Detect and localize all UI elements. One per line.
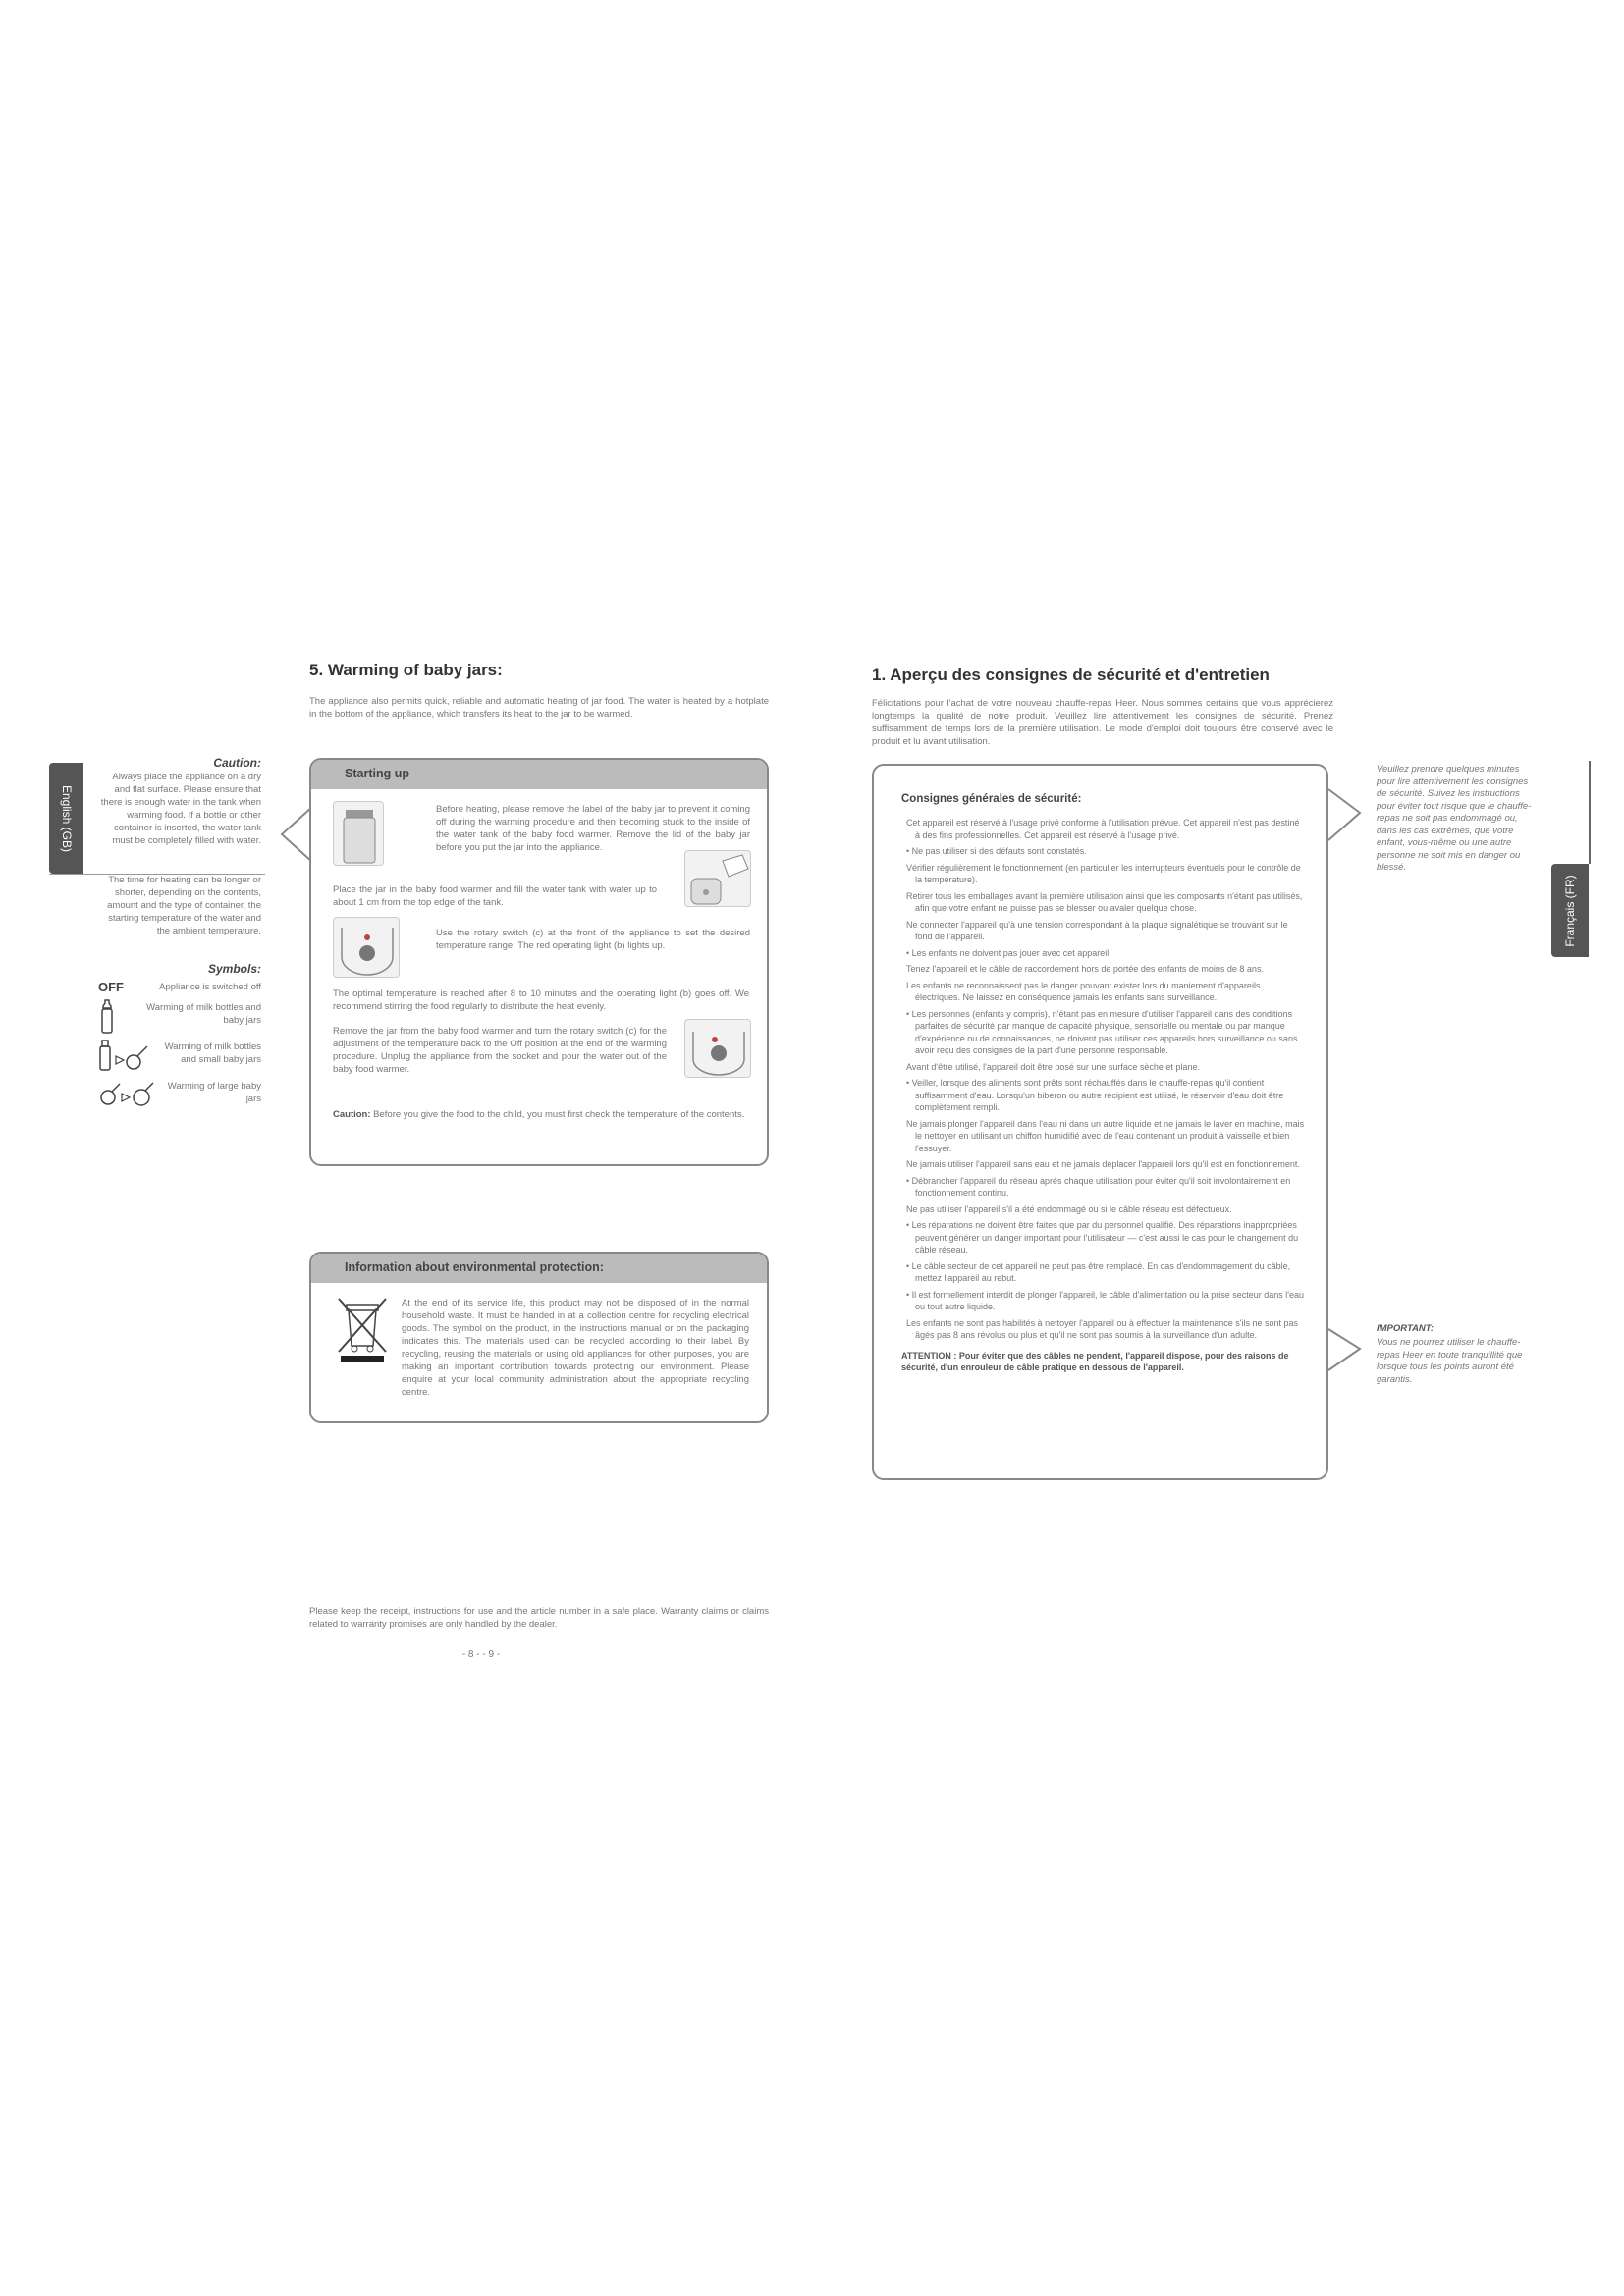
crossed-bin-icon xyxy=(333,1295,392,1363)
caution-text: Always place the appliance on a dry and flat surface. Please ensure that there is enough water in the tank when warming food. If a bottle or other container is inserted, the water tank must be completely filled with water. xyxy=(100,772,261,846)
timing-note: The time for heating can be longer or shorter, depending on the contents, amount and the type of container, the starting temperature of the water and the ambient temperature. xyxy=(107,875,261,936)
callout-pointer-top xyxy=(1326,785,1362,844)
language-tab-label: English (GB) xyxy=(59,784,74,852)
safety-item: Vérifier régulièrement le fonctionnement (en particulier les interrupteurs éventuels pour le contrôle de la température). xyxy=(906,862,1301,884)
environment-text: At the end of its service life, this product may not be disposed of in the normal household waste. It must be handed in at a collection centre for recycling electrical goods. The symbol on the product, in the instructions manual or on the packaging indicates this. The materials used can be recycled according to their label. By recycling, reusing the materials or using old appliances for other purposes, you are making an important contribution towards protecting our environment. Please enquire at your local community administration about the appropriate recycling centre. xyxy=(402,1298,749,1398)
language-tab-label-fr: Français (FR) xyxy=(1563,874,1577,947)
language-tab-fr xyxy=(1551,864,1589,957)
language-tab-en xyxy=(49,763,83,874)
safety-item: Ne pas utiliser l'appareil s'il a été endommagé ou si le câble réseau est défectueux. xyxy=(906,1203,1232,1214)
large-jars-icon xyxy=(98,1078,157,1107)
starting-up-p4: The optimal temperature is reached after 8 to 10 minutes and the operating light (b) goes off. We recommend stirring the food regularly to distribute the heat evenly. xyxy=(333,988,749,1012)
safety-item: Retirer tous les emballages avant la première utilisation ainsi que les composants n'étant pas utilisés, afin que votre enfant ne puisse pas se blesser ou avaler quelque chose. xyxy=(906,890,1303,913)
remove-jar-illustration xyxy=(684,1019,751,1078)
safety-item: • Débrancher l'appareil du réseau après chaque utilisation pour éviter qu'il soit involontairement en fonctionnement continu. xyxy=(906,1175,1291,1198)
safety-item: Ne jamais plonger l'appareil dans l'eau ni dans un autre liquide et ne jamais le laver en machine, mais le nettoyer en utilisant un chiffon humidifié avec de l'eau contenant un produit à vaisselle et bien l'essuyer. xyxy=(906,1118,1305,1153)
jar-illustration xyxy=(333,801,384,866)
safety-item: • Ne pas utiliser si des défauts sont constatés. xyxy=(906,846,1087,856)
safety-list xyxy=(901,817,1306,1378)
section-intro: The appliance also permits quick, reliable and automatic heating of jar food. The water is heated by a hotplate in the bottom of the appliance, which transfers its heat to the jar to be warmed. xyxy=(309,696,769,720)
safety-item: Avant d'être utilisé, l'appareil doit être posé sur une surface sèche et plane. xyxy=(906,1061,1200,1072)
safety-box xyxy=(872,764,1328,1480)
callout-important-text: Vous ne pourrez utiliser le chauffe-repas Heer en toute tranquillité que lorsque tous les points auront été garantis. xyxy=(1377,1337,1523,1385)
section-title-warming: 5. Warming of baby jars: xyxy=(309,661,503,679)
safety-item: Ne connecter l'appareil qu'à une tension correspondant à la plaque signalétique se trouvant sur le fond de l'appareil. xyxy=(906,919,1288,941)
caution-title: Caution: xyxy=(213,756,261,770)
safety-item: • Il est formellement interdit de plonger l'appareil, le câble d'alimentation ou la prise secteur dans l'eau ou tout autre liquide. xyxy=(906,1289,1305,1311)
safety-item: Tenez l'appareil et le câble de raccordement hors de portée des enfants de moins de 8 ans. xyxy=(906,964,1264,974)
section-title-safety: 1. Aperçu des consignes de sécurité et d'entretien xyxy=(872,666,1270,684)
page-numbers: - 8 - - 9 - xyxy=(461,1649,501,1660)
footer-note: Please keep the receipt, instructions for use and the article number in a safe place. Warranty claims or claims related to warranty promises are only handled by the dealer. xyxy=(309,1606,769,1629)
safety-item: • Les réparations ne doivent être faites que par du personnel qualifié. Des réparations inappropriées peuvent générer un danger important pour l'utilisateur — c'est aussi le cas pour le changement du câble réseau. xyxy=(906,1220,1299,1255)
starting-up-p1: Before heating, please remove the label of the baby jar to prevent it coming off during the warming procedure and then becoming stuck to the inside of the water tank of the baby food warmer. Remove the lid of the baby jar before you put the jar into the appliance. xyxy=(436,804,750,853)
bottle-icon xyxy=(100,999,114,1035)
starting-up-box xyxy=(309,758,769,1166)
safety-item: Cet appareil est réservé à l'usage privé conforme à l'utilisation prévue. Cet appareil n'est pas destiné à des fins professionnelles. Cet appareil est réservé à l'usage privé. xyxy=(906,818,1300,840)
attention-note: ATTENTION : Pour éviter que des câbles ne pendent, l'appareil dispose, pour des raisons de sécurité, d'un enrouleur de câble pratique en dessous de l'appareil. xyxy=(901,1350,1289,1372)
off-text: OFF xyxy=(98,980,124,994)
tab-divider-fr xyxy=(1589,761,1591,864)
starting-up-title: Starting up xyxy=(345,767,409,780)
section-intro-fr: Félicitations pour l'achat de votre nouveau chauffe-repas Heer. Nous sommes certains que vous apprécierez longtemps la qualité de notre produit. Veuillez lire attentivement les consignes de sécurité. Prenez suffisamment de temps lors de la première utilisation. Le mode d'emploi doit toujours être conservé avec le produit et lu avant utilisation. xyxy=(872,698,1333,747)
bottle-jar-icon xyxy=(98,1039,157,1072)
starting-up-header xyxy=(311,760,767,789)
safety-box-title: Consignes générales de sécurité: xyxy=(901,793,1082,805)
environment-title: Information about environmental protection: xyxy=(345,1260,604,1274)
environment-box xyxy=(309,1252,769,1423)
safety-item: • Les enfants ne doivent pas jouer avec cet appareil. xyxy=(906,947,1111,958)
safety-item: • Les personnes (enfants y compris), n'étant pas en mesure d'utiliser l'appareil dans des conditions parfaites de sécurité par manque de capacité physique, sensorielle ou mentale ou par manque d'expérience ou de connaissances, ne doivent pas utiliser ces appareils hors surveillance ou sans avoir reçu des consignes de la part d'une personne responsable. xyxy=(906,1008,1298,1055)
safety-item: • Le câble secteur de cet appareil ne peut pas être remplacé. En cas d'endommagement du câble, mettez l'appareil au rebut. xyxy=(906,1260,1291,1283)
callout-important-title: IMPORTANT: xyxy=(1377,1323,1435,1334)
starting-up-caution: Caution: Before you give the food to the child, you must first check the temperature of the contents. xyxy=(333,1109,745,1120)
starting-up-p3: Use the rotary switch (c) at the front of the appliance to set the desired temperature range. The red operating light (b) lights up. xyxy=(436,928,750,951)
rotary-switch-illustration xyxy=(333,917,400,978)
callout-read-safety: Veuillez prendre quelques minutes pour lire attentivement les consignes de sécurité. Suivez les instructions pour éviter tout risque que le chauffe-repas ne soit pas endommagé ou, dans les cas extrêmes, que votre enfant, vous-même ou une autre personne ne soit mis en danger ou blessé. xyxy=(1377,764,1532,873)
safety-item: Les enfants ne sont pas habilités à nettoyer l'appareil ou à effectuer la maintenance s'ils ne sont pas âgés pas 8 ans révolus ou plus et qu'il ne sont pas soumis à la surveillance d'un adulte. xyxy=(906,1317,1299,1340)
starting-up-p2: Place the jar in the baby food warmer and fill the water tank with water up to about 1 cm from the top edge of the tank. xyxy=(333,884,657,908)
starting-up-p5: Remove the jar from the baby food warmer and turn the rotary switch (c) for the adjustment of the temperature back to the Off position at the end of the warming procedure. Unplug the appliance from the socket and pour the water out of the baby food warmer. xyxy=(333,1026,667,1075)
pouring-water-illustration xyxy=(684,850,751,907)
environment-header xyxy=(311,1254,767,1283)
safety-item: Ne jamais utiliser l'appareil sans eau et ne jamais déplacer l'appareil lors qu'il est en fonctionnement. xyxy=(906,1159,1300,1169)
safety-item: • Veiller, lorsque des aliments sont prêts sont réchauffés dans le chauffe-repas qu'il contient suffisamment d'eau. Lorsqu'un biberon ou autre récipient est utilisé, le réservoir d'eau doit être complètement rempli. xyxy=(906,1078,1284,1112)
callout-pointer-bottom xyxy=(1326,1325,1362,1374)
symbols-title: Symbols: xyxy=(207,962,261,976)
safety-item: Les enfants ne reconnaissent pas le danger pouvant exister lors du maniement d'appareils électriques. Ne laissez en conséquence jamais les enfants sans surveillance. xyxy=(906,980,1261,1002)
